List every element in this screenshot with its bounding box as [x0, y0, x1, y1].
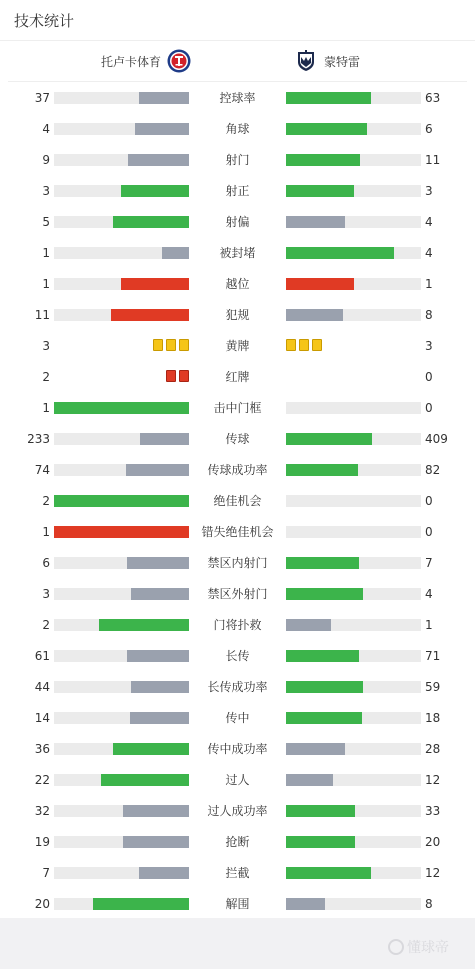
yellow-card-icon: [286, 339, 296, 351]
away-value: 3: [425, 184, 433, 198]
stat-label: 拦截: [225, 866, 250, 880]
away-value: 8: [425, 308, 433, 322]
stat-row: [0, 578, 475, 609]
home-bar-fill: [126, 464, 189, 476]
home-value: 2: [42, 494, 50, 508]
away-bar-track: [286, 588, 421, 600]
stat-label: 击中门框: [213, 401, 262, 415]
home-bar-track: [54, 774, 189, 786]
away-bar-track: [286, 805, 421, 817]
away-bar-track: [286, 650, 421, 662]
stat-row: [0, 206, 475, 237]
stat-label: 控球率: [219, 91, 256, 105]
stat-label: 绝佳机会: [213, 494, 262, 508]
home-bar-fill: [162, 247, 189, 259]
away-bar-fill: [286, 867, 371, 879]
watermark: [388, 937, 449, 957]
red-card-icon: [166, 370, 176, 382]
home-bar-fill: [139, 92, 189, 104]
stats-list: [0, 82, 475, 919]
section-header: [0, 0, 475, 41]
away-value: 1: [425, 618, 433, 632]
away-bar-track: [286, 402, 421, 414]
stat-label: 过人成功率: [207, 804, 268, 818]
away-bar-track: [286, 681, 421, 693]
stat-row: [0, 857, 475, 888]
home-bar-track: [54, 712, 189, 724]
home-red-cards: [166, 370, 189, 384]
yellow-card-icon: [166, 339, 176, 351]
page-title: 技术统计: [14, 11, 75, 30]
home-value: 19: [34, 835, 50, 849]
stat-row: [0, 82, 475, 113]
home-bar-fill: [111, 309, 189, 321]
away-bar-track: [286, 619, 421, 631]
home-value: 44: [34, 680, 50, 694]
away-bar-track: [286, 495, 421, 507]
home-bar-track: [54, 805, 189, 817]
away-bar-track: [286, 712, 421, 724]
home-value: 14: [34, 711, 50, 725]
away-bar-track: [286, 464, 421, 476]
home-bar-track: [54, 898, 189, 910]
away-bar-fill: [286, 278, 354, 290]
home-bar-track: [54, 402, 189, 414]
away-bar-track: [286, 185, 421, 197]
home-value: 32: [34, 804, 50, 818]
stat-label: 射偏: [225, 215, 250, 229]
yellow-card-icon: [312, 339, 322, 351]
home-value: 9: [42, 153, 50, 167]
away-value: 71: [425, 649, 441, 663]
stat-label: 传球: [225, 432, 250, 446]
home-bar-track: [54, 185, 189, 197]
stat-row: [0, 795, 475, 826]
stat-label: 犯规: [225, 308, 250, 322]
away-bar-fill: [286, 433, 372, 445]
home-bar-fill: [123, 836, 189, 848]
home-yellow-cards: [153, 339, 189, 353]
watermark-text: 懂球帝: [407, 940, 449, 956]
home-value: 11: [34, 308, 50, 322]
away-value: 28: [425, 742, 441, 756]
away-bar-fill: [286, 805, 355, 817]
home-bar-track: [54, 650, 189, 662]
stat-row: [0, 175, 475, 206]
home-bar-track: [54, 681, 189, 693]
away-value: 12: [425, 866, 441, 880]
home-bar-fill: [54, 402, 189, 414]
away-value: 63: [425, 91, 441, 105]
home-value: 1: [42, 277, 50, 291]
home-bar-fill: [135, 123, 189, 135]
away-value: 3: [425, 339, 433, 353]
home-bar-track: [54, 836, 189, 848]
away-bar-fill: [286, 898, 325, 910]
home-bar-fill: [130, 712, 189, 724]
away-bar-fill: [286, 619, 331, 631]
away-bar-fill: [286, 712, 362, 724]
away-value: 0: [425, 494, 433, 508]
away-value: 6: [425, 122, 433, 136]
home-bar-fill: [131, 588, 189, 600]
stat-row: [0, 640, 475, 671]
stat-label: 禁区内射门: [207, 556, 268, 570]
stat-row: [0, 299, 475, 330]
home-bar-track: [54, 247, 189, 259]
stat-row: [0, 733, 475, 764]
stat-label: 禁区外射门: [207, 587, 268, 601]
stat-label: 射正: [225, 184, 250, 198]
yellow-card-icon: [299, 339, 309, 351]
home-bar-fill: [54, 526, 189, 538]
home-bar-track: [54, 557, 189, 569]
away-value: 4: [425, 587, 433, 601]
away-value: 1: [425, 277, 433, 291]
home-team-name: 托卢卡体育: [101, 54, 162, 69]
stat-row: [0, 516, 475, 547]
home-bar-fill: [54, 495, 189, 507]
home-bar-track: [54, 278, 189, 290]
away-bar-fill: [286, 743, 345, 755]
home-bar-fill: [93, 898, 189, 910]
home-value: 6: [42, 556, 50, 570]
home-bar-track: [54, 588, 189, 600]
home-bar-track: [54, 154, 189, 166]
stat-label: 抢断: [225, 835, 250, 849]
away-bar-track: [286, 898, 421, 910]
away-value: 18: [425, 711, 441, 725]
yellow-card-icon: [153, 339, 163, 351]
away-bar-track: [286, 309, 421, 321]
home-bar-fill: [123, 805, 189, 817]
home-bar-track: [54, 433, 189, 445]
home-value: 74: [34, 463, 50, 477]
home-value: 3: [42, 184, 50, 198]
away-bar-fill: [286, 123, 367, 135]
away-bar-fill: [286, 588, 363, 600]
stat-row: [0, 330, 475, 361]
home-bar-fill: [127, 557, 189, 569]
stat-label: 红牌: [225, 370, 250, 384]
away-value: 409: [425, 432, 448, 446]
away-bar-track: [286, 774, 421, 786]
away-value: 0: [425, 525, 433, 539]
away-team-logo-icon: [294, 49, 318, 73]
home-value: 2: [42, 370, 50, 384]
away-bar-track: [286, 154, 421, 166]
home-bar-track: [54, 216, 189, 228]
away-value: 33: [425, 804, 441, 818]
stat-label: 传中: [225, 711, 250, 725]
stat-label: 传球成功率: [207, 463, 268, 477]
away-bar-fill: [286, 247, 394, 259]
home-value: 1: [42, 246, 50, 260]
stat-row: [0, 826, 475, 857]
away-team-name: 蒙特雷: [324, 54, 361, 69]
away-bar-fill: [286, 309, 343, 321]
away-bar-fill: [286, 92, 371, 104]
home-value: 7: [42, 866, 50, 880]
home-value: 20: [34, 897, 50, 911]
away-bar-fill: [286, 650, 359, 662]
away-bar-track: [286, 92, 421, 104]
away-bar-track: [286, 278, 421, 290]
home-bar-fill: [128, 154, 189, 166]
stat-row: [0, 702, 475, 733]
home-bar-track: [54, 495, 189, 507]
home-value: 22: [34, 773, 50, 787]
home-bar-track: [54, 464, 189, 476]
home-bar-fill: [121, 278, 189, 290]
stat-row: [0, 423, 475, 454]
stat-label: 过人: [225, 773, 250, 787]
stat-label: 黄牌: [225, 339, 250, 353]
home-bar-fill: [101, 774, 189, 786]
stat-row: [0, 485, 475, 516]
football-icon: [388, 939, 404, 955]
away-yellow-cards: [286, 339, 322, 353]
home-bar-fill: [121, 185, 189, 197]
away-bar-track: [286, 123, 421, 135]
away-bar-fill: [286, 216, 345, 228]
away-bar-fill: [286, 154, 360, 166]
stat-label: 传中成功率: [207, 742, 268, 756]
home-bar-track: [54, 92, 189, 104]
home-bar-fill: [131, 681, 189, 693]
home-value: 61: [34, 649, 50, 663]
teams-header: [8, 41, 467, 82]
away-value: 12: [425, 773, 441, 787]
home-bar-track: [54, 619, 189, 631]
stat-row: [0, 764, 475, 795]
stat-row: [0, 609, 475, 640]
away-value: 59: [425, 680, 441, 694]
home-bar-track: [54, 526, 189, 538]
away-value: 0: [425, 401, 433, 415]
home-bar-track: [54, 309, 189, 321]
away-value: 20: [425, 835, 441, 849]
home-bar-fill: [113, 216, 189, 228]
stat-row: [0, 671, 475, 702]
stat-label: 错失绝佳机会: [201, 525, 274, 539]
away-bar-fill: [286, 557, 359, 569]
stat-row: [0, 361, 475, 392]
away-bar-track: [286, 557, 421, 569]
away-team[interactable]: [294, 41, 360, 81]
stat-label: 越位: [225, 277, 250, 291]
home-bar-track: [54, 867, 189, 879]
away-value: 8: [425, 897, 433, 911]
away-bar-fill: [286, 185, 354, 197]
stat-row: [0, 113, 475, 144]
home-bar-fill: [113, 743, 189, 755]
away-value: 7: [425, 556, 433, 570]
away-bar-fill: [286, 774, 333, 786]
home-bar-fill: [127, 650, 189, 662]
away-bar-track: [286, 526, 421, 538]
stat-label: 被封堵: [219, 246, 256, 260]
home-team[interactable]: [101, 41, 191, 81]
home-bar-track: [54, 743, 189, 755]
home-value: 2: [42, 618, 50, 632]
home-bar-fill: [139, 867, 189, 879]
home-value: 3: [42, 587, 50, 601]
stat-label: 门将扑救: [213, 618, 262, 632]
stat-label: 角球: [225, 122, 250, 136]
home-value: 5: [42, 215, 50, 229]
stat-label: 长传成功率: [207, 680, 268, 694]
home-value: 4: [42, 122, 50, 136]
away-bar-track: [286, 216, 421, 228]
stat-row: [0, 454, 475, 485]
stat-label: 长传: [225, 649, 250, 663]
away-bar-fill: [286, 681, 363, 693]
home-value: 1: [42, 401, 50, 415]
home-value: 1: [42, 525, 50, 539]
away-bar-fill: [286, 836, 355, 848]
away-value: 4: [425, 246, 433, 260]
away-value: 0: [425, 370, 433, 384]
home-value: 36: [34, 742, 50, 756]
away-value: 82: [425, 463, 441, 477]
away-value: 11: [425, 153, 441, 167]
stat-row: [0, 888, 475, 919]
home-bar-track: [54, 123, 189, 135]
away-bar-track: [286, 836, 421, 848]
stat-row: [0, 144, 475, 175]
stat-row: [0, 268, 475, 299]
away-bar-track: [286, 433, 421, 445]
home-value: 37: [34, 91, 50, 105]
home-value: 3: [42, 339, 50, 353]
away-value: 4: [425, 215, 433, 229]
yellow-card-icon: [179, 339, 189, 351]
stat-label: 解围: [225, 897, 250, 911]
away-bar-fill: [286, 464, 358, 476]
stat-row: [0, 237, 475, 268]
home-bar-fill: [99, 619, 189, 631]
stat-row: [0, 392, 475, 423]
away-bar-track: [286, 867, 421, 879]
stat-label: 射门: [225, 153, 250, 167]
away-bar-track: [286, 247, 421, 259]
home-team-logo-icon: [167, 49, 191, 73]
away-bar-track: [286, 743, 421, 755]
home-bar-fill: [140, 433, 189, 445]
home-value: 233: [27, 432, 50, 446]
stat-row: [0, 547, 475, 578]
red-card-icon: [179, 370, 189, 382]
